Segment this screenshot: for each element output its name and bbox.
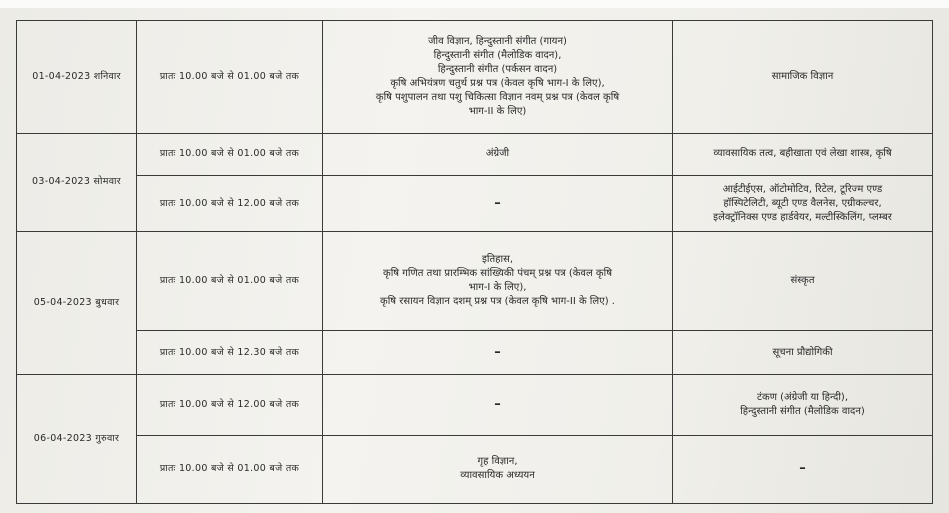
page-top-edge [0,0,949,8]
subject-line: – [494,195,501,211]
subject-line: गृह विज्ञान, [477,456,518,468]
first-subject-cell [323,375,673,435]
subject-line: इतिहास, [481,254,514,266]
first-subject-cell [323,330,673,374]
exam-date-cell: 01-04-2023 शनिवार [17,21,137,134]
exam-time-cell: प्रातः 10.00 बजे से 01.00 बजे तक [137,232,323,331]
subject-line: भाग-II के लिए) [468,105,527,117]
exam-schedule-table [16,20,933,504]
exam-time-cell: प्रातः 10.00 बजे से 12.30 बजे तक [137,330,323,374]
first-subject-cell [323,435,673,503]
exam-date-cell: 03-04-2023 सोमवार [17,133,137,232]
subject-line: व्यावसायिक तत्व, बहीखाता एवं लेखा शास्त्र, कृषि [713,148,892,160]
schedule-body [17,21,933,504]
subject-line: हॉस्पिटेलिटी, ब्यूटी एण्ड वैलनेस, एग्रीकल्चर, [723,197,882,209]
second-subject-cell [673,375,933,435]
subject-line: हिन्दुस्तानी संगीत (पर्कसन वादन) [437,63,558,75]
exam-time-cell: प्रातः 10.00 बजे से 01.00 बजे तक [137,435,323,503]
subject-line: अंग्रेजी [485,148,510,160]
first-subject-cell [323,175,673,231]
subject-line: – [494,396,501,412]
second-subject-cell [673,330,933,374]
subject-line: कृषि रसायन विज्ञान दशम् प्रश्न पत्र (केवल कृषि भाग-II के लिए) . [380,296,615,308]
exam-date-cell: 06-04-2023 गुरुवार [17,375,137,504]
table-row [17,435,933,503]
exam-time-cell: प्रातः 10.00 बजे से 01.00 बजे तक [137,21,323,134]
second-subject-cell [673,21,933,134]
table-row [17,375,933,435]
exam-date-cell: 05-04-2023 बुधवार [17,232,137,375]
table-row [17,232,933,331]
subject-line: भाग-I के लिए), [468,282,527,294]
subject-line: सामाजिक विज्ञान [771,70,834,82]
table-row [17,21,933,134]
subject-line: संस्कृत [790,275,815,287]
subject-line: कृषि अभियंत्रण चतुर्थ प्रश्न पत्र (केवल कृषि भाग-I के लिए), [390,77,605,89]
subject-line: इलेक्ट्रॉनिक्स एण्ड हार्डवेयर, मल्टीस्किलिंग, प्लम्बर [713,211,892,223]
second-subject-cell [673,133,933,175]
second-subject-cell [673,175,933,231]
exam-time-cell: प्रातः 10.00 बजे से 12.00 बजे तक [137,175,323,231]
table-row [17,175,933,231]
second-subject-cell [673,232,933,331]
second-subject-cell [673,435,933,503]
table-row [17,330,933,374]
exam-time-cell: प्रातः 10.00 बजे से 01.00 बजे तक [137,133,323,175]
subject-line: हिन्दुस्तानी संगीत (मैलोडिक वादन) [740,405,865,417]
first-subject-cell [323,133,673,175]
subject-line: जीव विज्ञान, हिन्दुस्तानी संगीत (गायन) [428,35,567,47]
subject-line: हिन्दुस्तानी संगीत (मैलोडिक वादन), [433,49,562,61]
subject-line: व्यावसायिक अध्ययन [460,470,535,482]
subject-line: कृषि गणित तथा प्रारम्भिक सांख्यिकी पंचम् प्रश्न पत्र (केवल कृषि [383,268,612,280]
subject-line: – [494,344,501,360]
subject-line: – [799,461,806,477]
first-subject-cell [323,21,673,134]
subject-line: टंकण (अंग्रेजी या हिन्दी), [756,391,849,403]
exam-time-cell: प्रातः 10.00 बजे से 12.00 बजे तक [137,375,323,435]
subject-line: आईटीईएस, ऑटोमोटिव, रिटेल, टूरिज्म एण्ड [722,183,883,195]
first-subject-cell [323,232,673,331]
subject-line: सूचना प्रौद्योगिकी [772,346,833,358]
subject-line: कृषि पशुपालन तथा पशु चिकित्सा विज्ञान नवम् प्रश्न पत्र (केवल कृषि [375,91,620,103]
table-row [17,133,933,175]
